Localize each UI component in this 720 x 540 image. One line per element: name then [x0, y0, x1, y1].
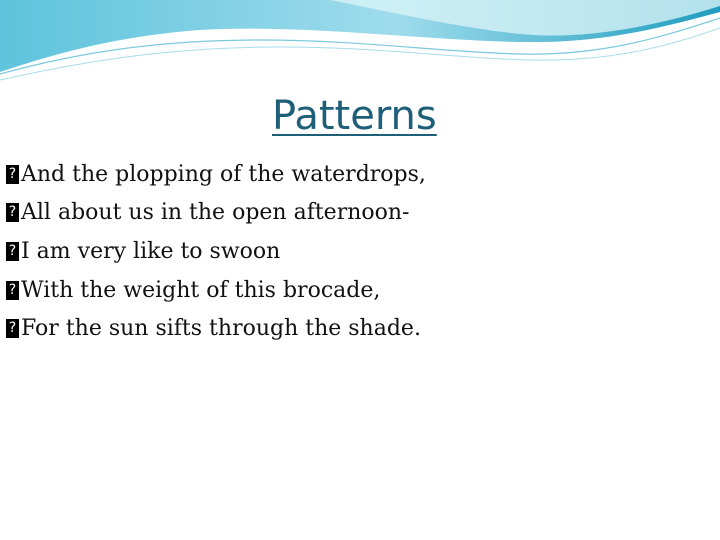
poem-line-text: All about us in the open afternoon- — [21, 200, 410, 226]
slide-title: Patterns — [272, 93, 437, 139]
header-wave-decoration — [0, 0, 720, 90]
poem-line — [6, 309, 426, 348]
poem-line — [6, 194, 426, 233]
bullet-glyph-icon: ? — [6, 319, 19, 338]
poem-lines — [6, 155, 426, 348]
poem-line — [6, 232, 426, 271]
poem-line-text: With the weight of this brocade, — [21, 277, 381, 303]
poem-line — [6, 271, 426, 310]
bullet-glyph-icon: ? — [6, 203, 19, 222]
bullet-glyph-icon: ? — [6, 281, 19, 300]
poem-line-text: And the plopping of the waterdrops, — [21, 161, 426, 187]
poem-line — [6, 155, 426, 194]
poem-line-text: For the sun sifts through the shade. — [21, 316, 421, 342]
bullet-glyph-icon: ? — [6, 242, 19, 261]
poem-line-text: I am very like to swoon — [21, 238, 281, 264]
bullet-glyph-icon: ? — [6, 165, 19, 184]
